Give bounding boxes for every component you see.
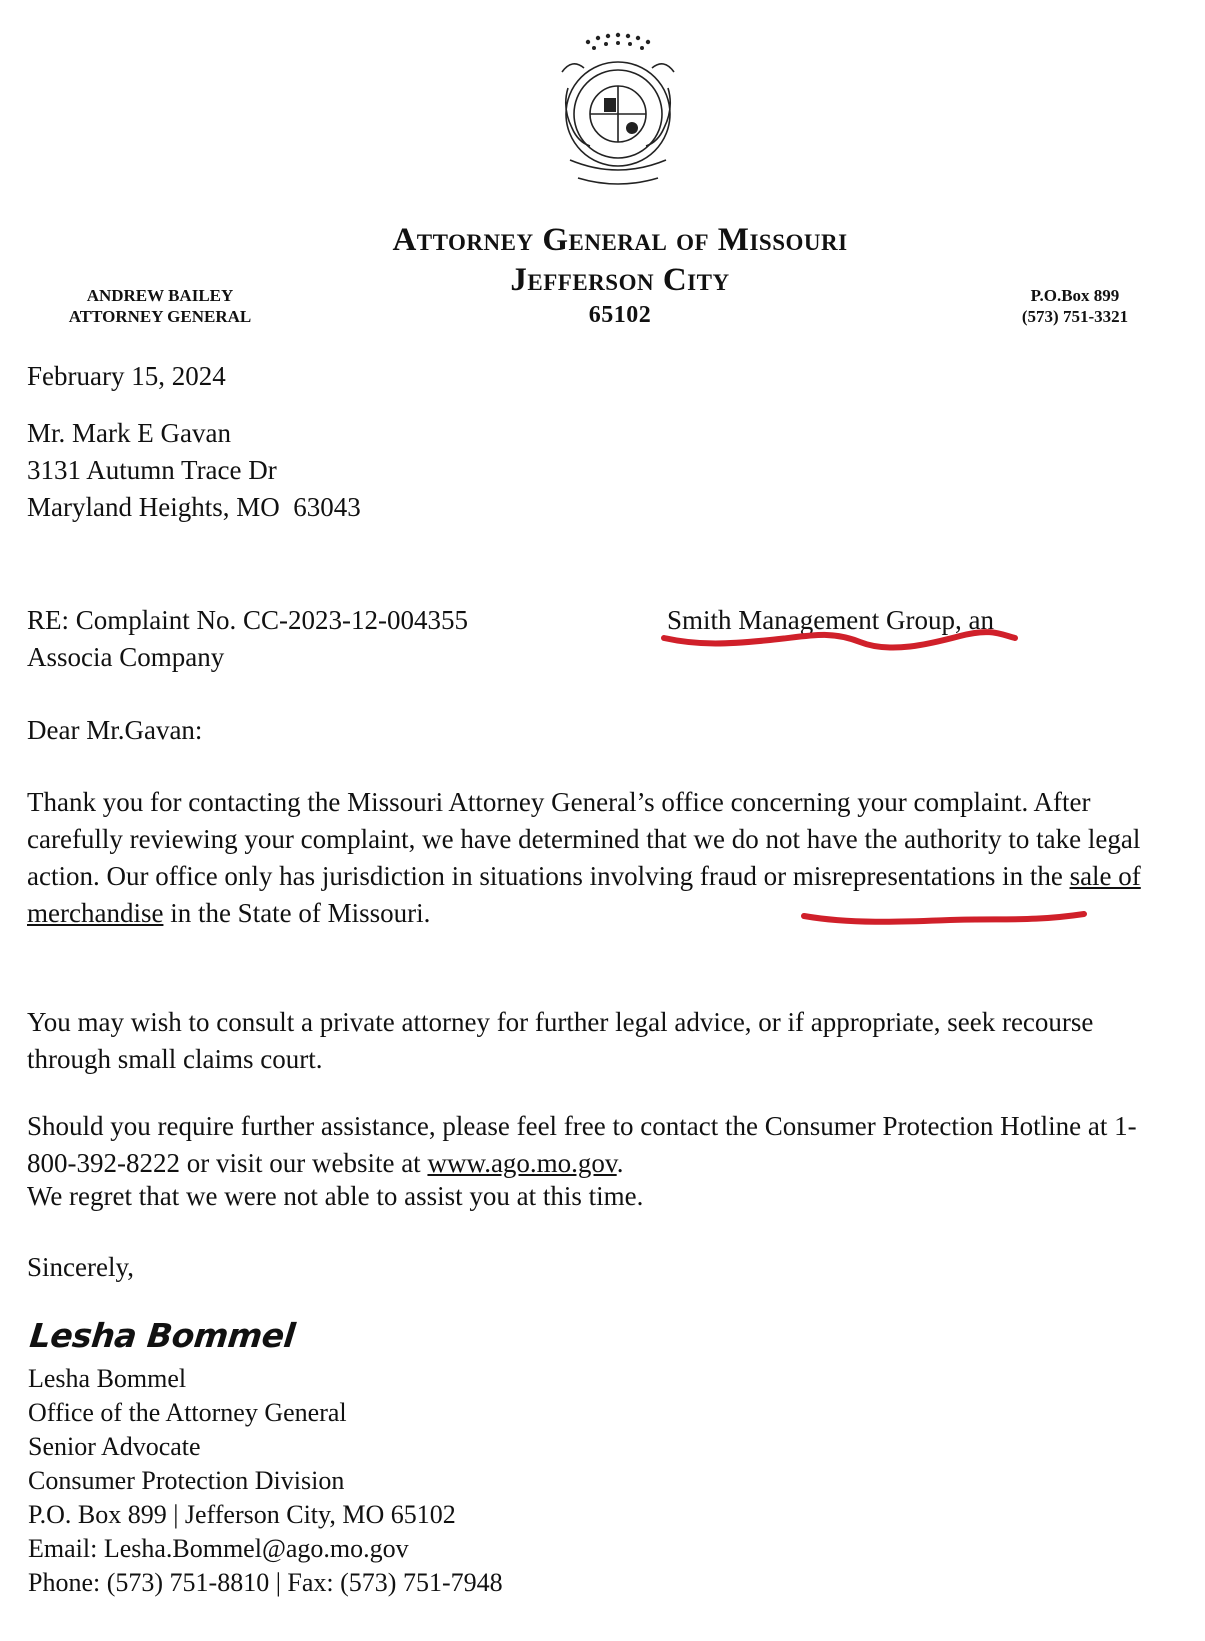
website-link[interactable]: www.ago.mo.gov (427, 1148, 617, 1178)
salutation: Dear Mr.Gavan: (27, 715, 203, 745)
paragraph-private-attorney: You may wish to consult a private attorney for further legal advice, or if appropriate, seek recourse through small claims court. (27, 1007, 1094, 1074)
signer-email: Email: Lesha.Bommel@ago.mo.gov (28, 1534, 409, 1563)
ag-title: ATTORNEY GENERAL (68, 307, 252, 326)
paragraph-regret: We regret that we were not able to assist you at this time. (27, 1181, 644, 1211)
signer-phone-fax: Phone: (573) 751-8810 | Fax: (573) 751-7948 (28, 1568, 503, 1597)
recipient-city: Maryland Heights, MO 63043 (27, 492, 361, 522)
paragraph-hotline (27, 1108, 1177, 1182)
handwritten-signature: Lesha Bommel (27, 1316, 297, 1355)
office-phone: (573) 751-3321 (1021, 307, 1129, 326)
recipient-name: Mr. Mark E Gavan (27, 418, 231, 448)
letter-date: February 15, 2024 (27, 361, 226, 391)
signer-name: Lesha Bommel (28, 1364, 187, 1393)
office-city: Jefferson City (510, 262, 730, 298)
office-zip: 65102 (588, 302, 652, 328)
signature-block (28, 1362, 503, 1600)
attorney-general-block (40, 285, 280, 327)
paragraph-text-end: in the State of Missouri. (163, 898, 431, 928)
paragraph-text: Thank you for contacting the Missouri Attorney General’s office concerning your complaint. After carefully reviewing your complaint, we have determined that we do not have the authority to take legal action. Our office only has jurisdiction in situations involving fraud or misrepresentations in the (27, 787, 1141, 891)
office-contact-block (985, 285, 1165, 327)
closing: Sincerely, (27, 1252, 134, 1282)
re-complaint: RE: Complaint No. CC-2023-12-004355 (27, 605, 468, 635)
paragraph-text: Should you require further assistance, please feel free to contact the Consumer Protection Hotline at 1-800-392-8222 or visit our website at (27, 1111, 1137, 1178)
signer-division: Consumer Protection Division (28, 1466, 345, 1495)
office-name: Attorney General of Missouri (392, 222, 848, 258)
signer-title: Senior Advocate (28, 1432, 201, 1461)
paragraph-jurisdiction (27, 784, 1177, 932)
company-suffix: , an (954, 605, 994, 635)
state-seal-icon (548, 28, 688, 200)
ag-name: ANDREW BAILEY (86, 286, 234, 305)
re-company-line2: Associa Company (27, 642, 225, 672)
signer-office: Office of the Attorney General (28, 1398, 347, 1427)
po-box: P.O.Box 899 (1030, 286, 1120, 305)
sale-of-merchandise-phrase: sale of merchandise (27, 861, 1141, 928)
highlighted-company: Smith Management Group (667, 605, 955, 635)
signer-address: P.O. Box 899 | Jefferson City, MO 65102 (28, 1500, 456, 1529)
paragraph-text-end: . (616, 1148, 624, 1178)
recipient-address (27, 415, 361, 526)
re-company (667, 602, 994, 639)
recipient-street: 3131 Autumn Trace Dr (27, 455, 277, 485)
